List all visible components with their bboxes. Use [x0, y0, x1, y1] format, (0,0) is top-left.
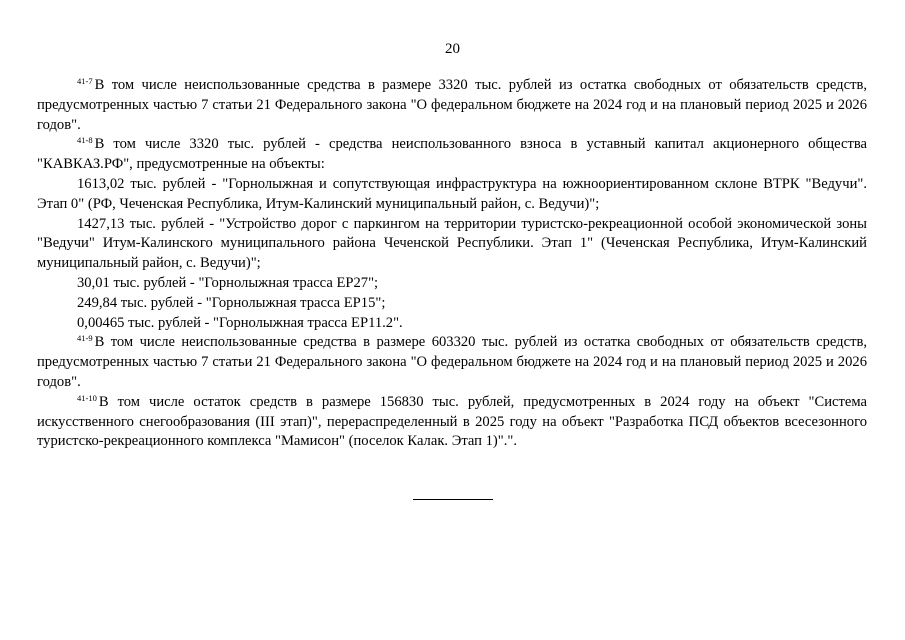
- list-item: [37, 215, 867, 274]
- footnote-mark: 41-10: [77, 392, 97, 403]
- page-number: 20: [445, 41, 460, 57]
- paragraph-text: В том числе 3320 тыс. рублей - средства неиспользованного взноса в уставный капитал акционерного общества "КАВКАЗ.РФ", предусмотренные на объекты:: [37, 136, 867, 173]
- footnote-mark: 41-9: [77, 333, 93, 344]
- list-item: [37, 175, 867, 215]
- end-divider-line: [413, 499, 493, 500]
- paragraph-text: 249,84 тыс. рублей - "Горнолыжная трасса ЕР15";: [77, 294, 386, 311]
- paragraph-text: В том числе неиспользованные средства в размере 3320 тыс. рублей из остатка свободных от обязательств средств, предусмотренных частью 7 статьи 21 Федерального закона "О федеральном бюджете на 2024 год и на плановый период 2025 и 2026 годов".: [37, 77, 867, 133]
- paragraph-text: В том числе неиспользованные средства в размере 603320 тыс. рублей из остатка свободных от обязательств средств, предусмотренных частью 7 статьи 21 Федерального закона "О федеральном бюджете на 2024 год и на плановый период 2025 и 2026 годов".: [37, 334, 867, 390]
- footnote-paragraph: [37, 76, 867, 135]
- paragraph-text: 0,00465 тыс. рублей - "Горнолыжная трасса ЕР11.2".: [77, 314, 403, 331]
- paragraph-text: 1427,13 тыс. рублей - "Устройство дорог с паркингом на территории туристско-рекреационной особой экономической зоны "Ведучи" Итум-Калинского муниципального района Чеченской Республики. Этап 1" (Чеченская Республика, Итум-Калинский муниципальный район, с. Ведучи)";: [37, 215, 867, 272]
- footnote-paragraph: [37, 333, 867, 392]
- document-body: [37, 76, 867, 452]
- footnote-paragraph: [37, 393, 867, 452]
- footnote-mark: 41-7: [77, 76, 93, 86]
- list-item: [37, 274, 867, 294]
- footnote-paragraph: [37, 135, 867, 175]
- paragraph-text: 30,01 тыс. рублей - "Горнолыжная трасса ЕР27";: [77, 274, 379, 291]
- paragraph-text: В том числе остаток средств в размере 156830 тыс. рублей, предусмотренных в 2024 году на объект "Система искусственного снегообразования (III этап)", перераспределенный в 2025 году на объект "Разработка ПСД объектов всесезонного туристско-рекреационного комплекса "Мамисон" (поселок Калак. Этап 1)".".: [37, 393, 867, 450]
- paragraph-text: 1613,02 тыс. рублей - "Горнолыжная и сопутствующая инфраструктура на южноориентированном склоне ВТРК "Ведучи". Этап 0" (РФ, Чеченская Республика, Итум-Калинский муниципальный район, с. Ведучи)";: [37, 175, 867, 212]
- list-item: [37, 294, 867, 314]
- list-item: [37, 314, 867, 334]
- footnote-mark: 41-8: [77, 135, 93, 146]
